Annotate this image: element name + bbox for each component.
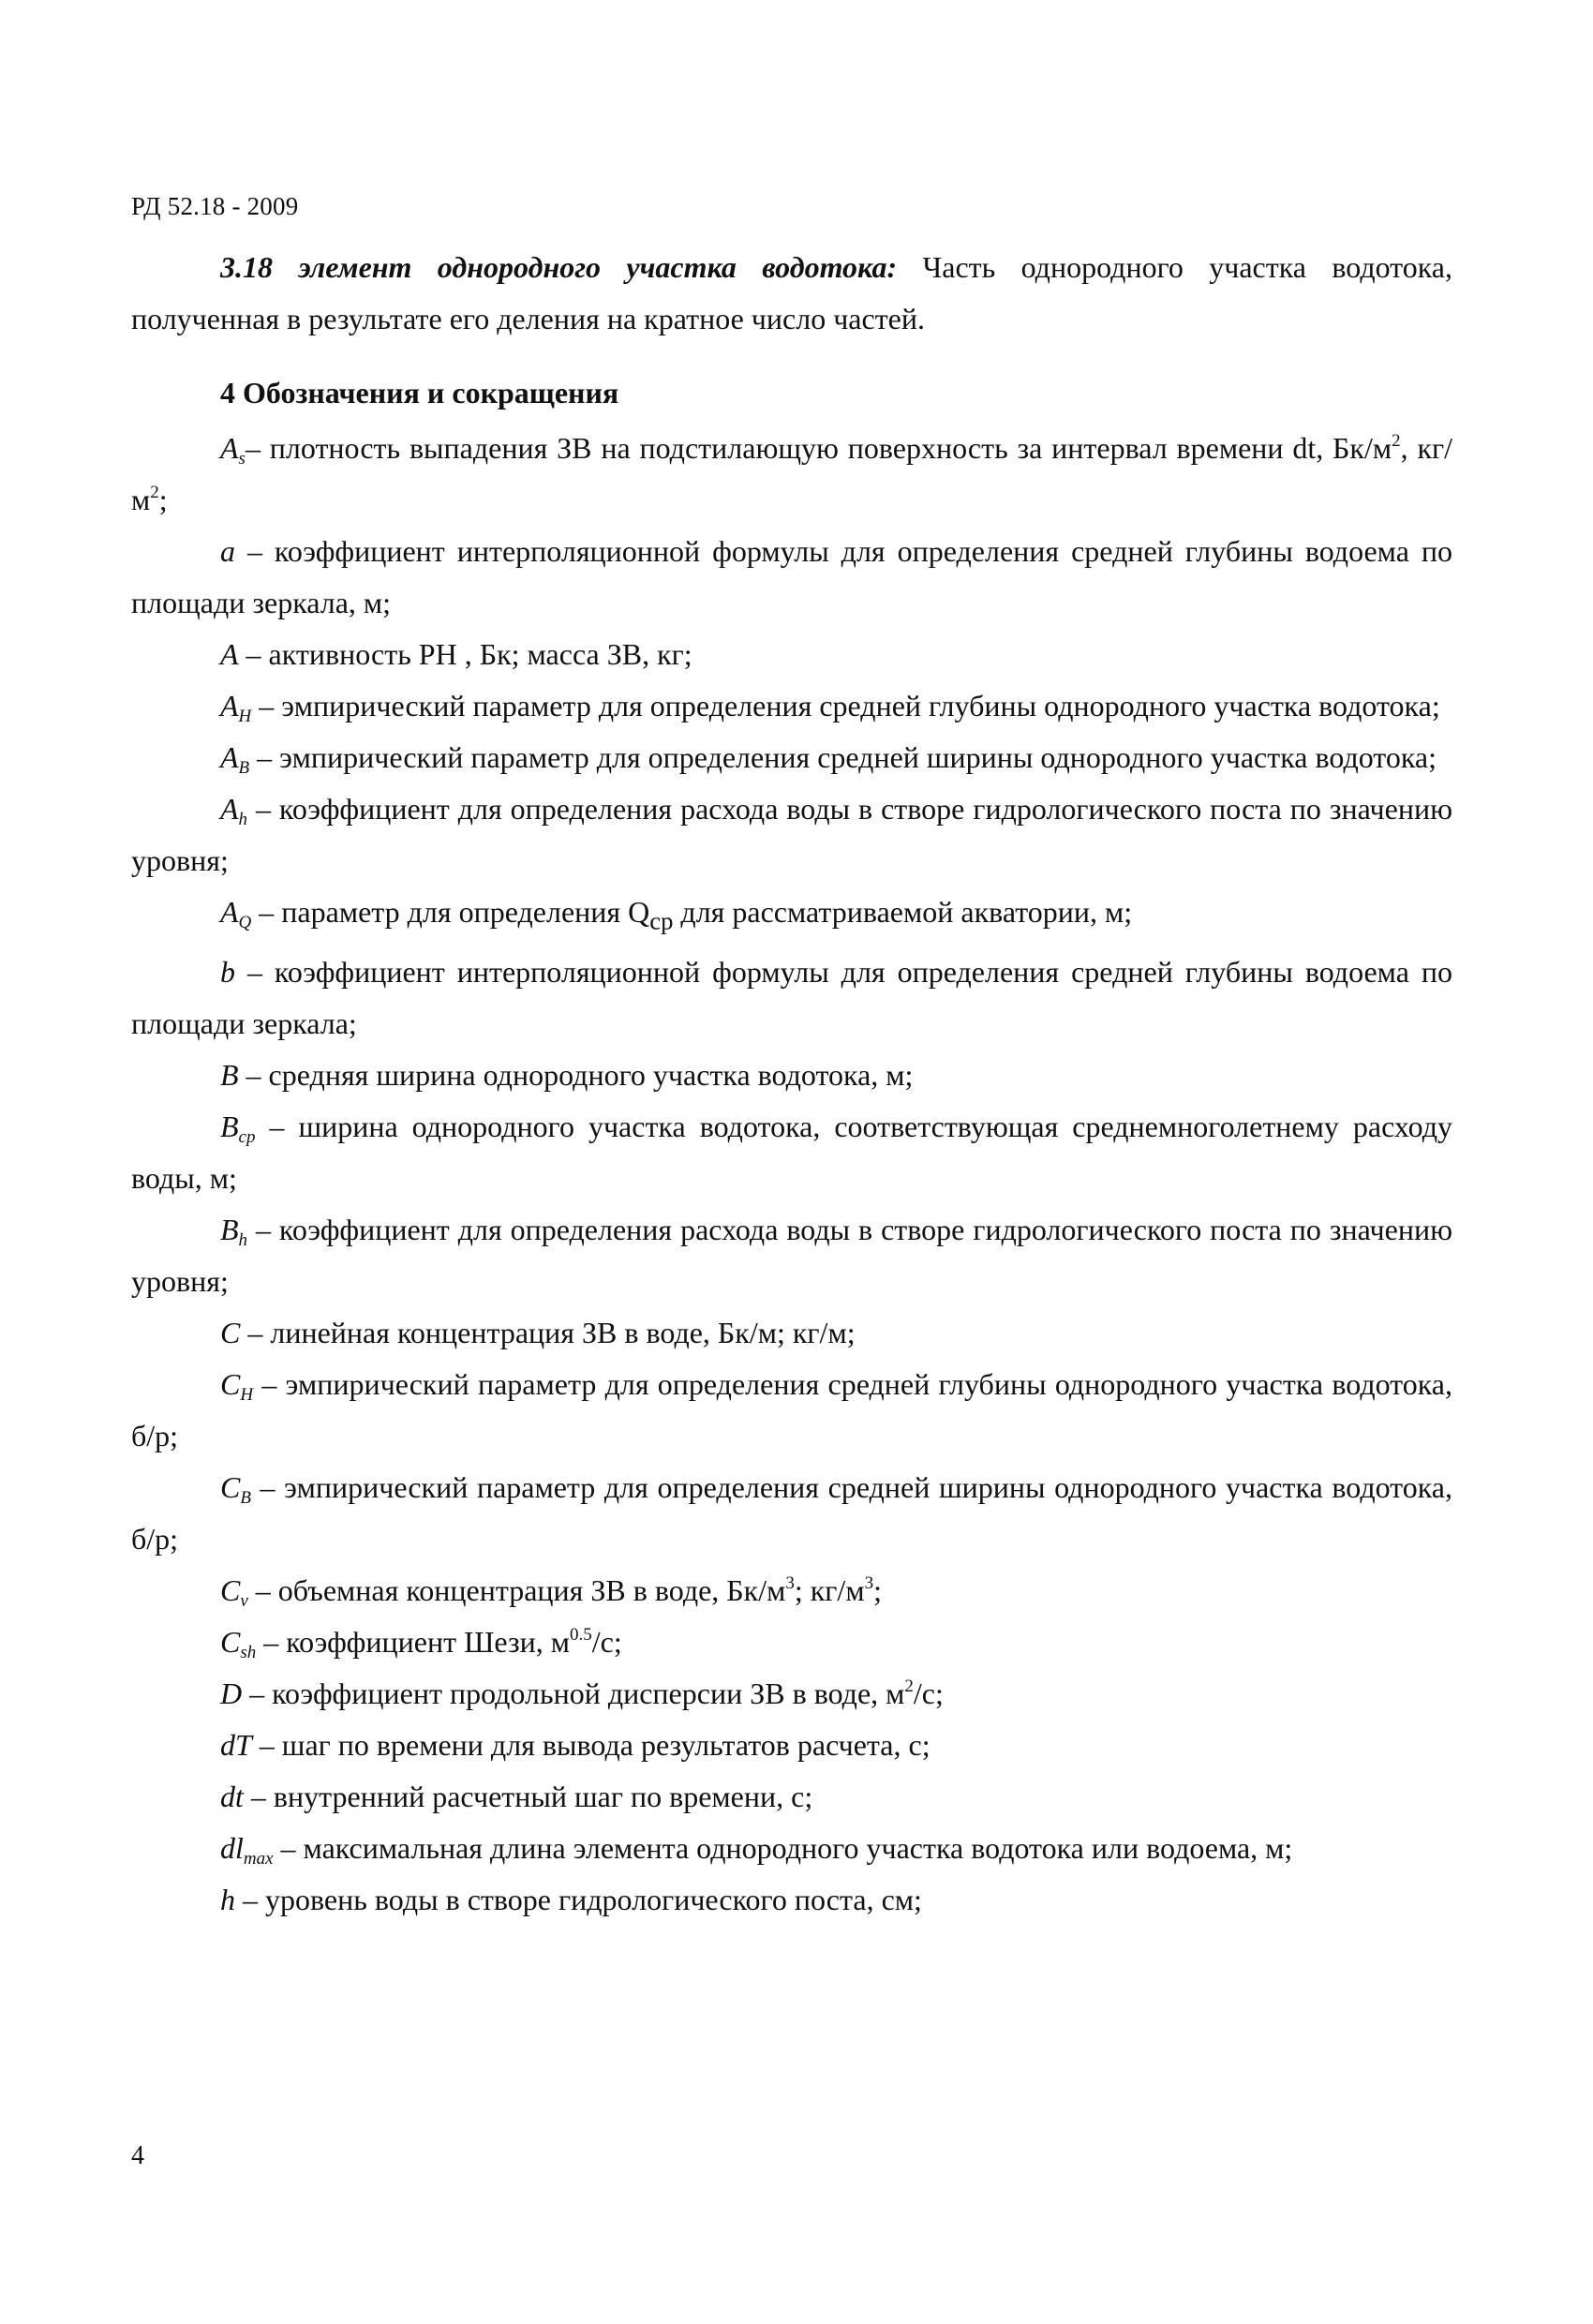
description-continuation: ; bbox=[158, 483, 168, 516]
unit-superscript: 2 bbox=[904, 1676, 914, 1697]
symbol-entry bbox=[131, 1204, 1452, 1307]
symbol bbox=[220, 1316, 240, 1349]
symbol-description: – максимальная длина элемента однородного участка водотока или водоема, м; bbox=[273, 1831, 1293, 1866]
symbol-base: A bbox=[220, 792, 239, 826]
symbol-entry bbox=[131, 1050, 1452, 1101]
symbol-entry bbox=[131, 1771, 1452, 1823]
symbol-entry bbox=[131, 1565, 1452, 1616]
symbol bbox=[220, 1831, 274, 1870]
description-subscript: ср bbox=[649, 906, 674, 935]
document-code-header: РД 52.18 - 2009 bbox=[131, 192, 299, 220]
term-text: Часть однородного участка водотока, полученная в результате его деления на кратное число частей. bbox=[131, 250, 1452, 335]
symbol-entry bbox=[131, 629, 1452, 680]
symbol-subscript: h bbox=[238, 810, 248, 829]
symbol-entry bbox=[131, 1462, 1452, 1565]
symbol-base: dt bbox=[220, 1780, 244, 1814]
section-heading: 4 Обозначения и сокращения bbox=[220, 376, 619, 410]
symbol-description: – коэффициент продольной дисперсии ЗВ в воде, м bbox=[242, 1676, 905, 1711]
symbol-subscript: H bbox=[238, 707, 252, 726]
description-continuation: ; bbox=[873, 1573, 882, 1608]
symbol-base: A bbox=[220, 637, 239, 671]
symbol bbox=[220, 1110, 256, 1148]
symbol-base: B bbox=[220, 1058, 239, 1093]
symbol-description: – шаг по времени для вывода результатов расчета, с; bbox=[251, 1728, 930, 1763]
symbol-description: – коэффициент интерполяционной формулы для определения средней глубины водоема по площади зеркала; bbox=[131, 955, 1452, 1041]
symbols-list bbox=[131, 423, 1452, 1926]
symbol bbox=[220, 1573, 248, 1612]
symbol-base: C bbox=[220, 1367, 241, 1402]
symbol-entry bbox=[131, 1874, 1452, 1926]
symbol-description: – средняя ширина однородного участка водотока, м; bbox=[238, 1058, 914, 1093]
symbol-base: B bbox=[220, 1110, 239, 1144]
symbol-description: – эмпирический параметр для определения средней глубины однородного участка водотока, б/р; bbox=[131, 1367, 1452, 1453]
symbol-entry bbox=[131, 886, 1452, 946]
symbol-description: – активность РН , Бк; масса ЗВ, кг; bbox=[238, 637, 692, 671]
symbol-base: A bbox=[220, 740, 239, 774]
symbol bbox=[220, 1676, 242, 1710]
symbol-entry bbox=[131, 1616, 1452, 1668]
symbol bbox=[220, 1058, 239, 1092]
symbol-base: dT bbox=[220, 1728, 252, 1763]
symbol-base: h bbox=[220, 1883, 235, 1917]
symbol-entry bbox=[131, 732, 1452, 783]
symbol-entry bbox=[131, 1307, 1452, 1359]
symbol bbox=[220, 1883, 235, 1916]
description-continuation: для рассматриваемой акватории, м; bbox=[673, 895, 1133, 929]
symbol-base: A bbox=[220, 689, 239, 723]
symbol-entry bbox=[131, 526, 1452, 629]
symbol-base: C bbox=[220, 1625, 241, 1660]
symbol-base: D bbox=[220, 1676, 243, 1711]
symbol bbox=[220, 637, 239, 671]
description-continuation: , кг/м bbox=[131, 431, 1453, 516]
description-continuation: ; кг/м bbox=[794, 1573, 865, 1608]
symbol bbox=[220, 1470, 251, 1509]
symbol-description: – эмпирический параметр для определения средней ширины однородного участка водотока, б/р; bbox=[131, 1470, 1452, 1557]
symbol-subscript: max bbox=[243, 1849, 274, 1870]
symbol-subscript: s bbox=[238, 449, 246, 469]
page-number: 4 bbox=[131, 2141, 144, 2170]
symbol-entry bbox=[131, 680, 1452, 732]
symbol-base: A bbox=[220, 431, 239, 465]
symbol-entry bbox=[131, 1359, 1452, 1462]
symbol-description: – объемная концентрация ЗВ в воде, Бк/м bbox=[247, 1573, 786, 1608]
symbol-subscript: B bbox=[238, 758, 250, 778]
symbol bbox=[220, 689, 252, 726]
symbol bbox=[220, 431, 246, 469]
term-definition-3-18 bbox=[131, 242, 1452, 345]
page-content bbox=[131, 242, 1452, 1926]
symbol-entry bbox=[131, 1101, 1452, 1204]
symbol-base: A bbox=[220, 895, 239, 929]
description-continuation: /с; bbox=[913, 1676, 944, 1711]
symbol-entry bbox=[131, 1823, 1452, 1874]
symbol-subscript: sh bbox=[240, 1643, 257, 1663]
symbol-entry bbox=[131, 1720, 1452, 1771]
symbol-base: C bbox=[220, 1316, 241, 1350]
symbol-description: – плотность выпадения ЗВ на подстилающую поверхность за интервал времени dt, Бк/м bbox=[245, 431, 1392, 465]
symbol-description: – коэффициент для определения расхода воды в створе гидрологического поста по значению уровня; bbox=[131, 1213, 1452, 1299]
symbol-description: – коэффициент для определения расхода воды в створе гидрологического поста по значению уровня; bbox=[131, 792, 1452, 877]
unit-superscript: 0.5 bbox=[569, 1625, 592, 1646]
unit-superscript: 3 bbox=[864, 1573, 874, 1594]
symbol bbox=[220, 1625, 257, 1663]
symbol-subscript: ср bbox=[238, 1127, 256, 1148]
symbol-description: – эмпирический параметр для определения средней ширины однородного участка водотока; bbox=[249, 740, 1437, 774]
symbol bbox=[220, 1367, 254, 1406]
symbol bbox=[220, 740, 250, 778]
symbol-base: b bbox=[220, 955, 235, 990]
symbol bbox=[220, 1213, 248, 1251]
unit-superscript: 3 bbox=[785, 1573, 795, 1594]
symbol-entry bbox=[131, 1668, 1452, 1720]
unit-superscript: 2 bbox=[150, 483, 159, 502]
description-continuation: /с; bbox=[591, 1625, 622, 1660]
symbol-base: a bbox=[220, 534, 235, 568]
symbol bbox=[220, 792, 248, 829]
symbol-description: – коэффициент интерполяционной формулы для определения средней глубины водоема по площади зеркала, м; bbox=[131, 534, 1452, 619]
symbol-description: – внутренний расчетный шаг по времени, с; bbox=[243, 1780, 813, 1814]
symbol-description: – линейная концентрация ЗВ в воде, Бк/м; кг/м; bbox=[240, 1316, 856, 1350]
symbol-subscript: v bbox=[240, 1591, 248, 1612]
symbol bbox=[220, 1728, 252, 1762]
symbol-base: C bbox=[220, 1470, 241, 1505]
symbol bbox=[220, 1780, 244, 1813]
symbol-description: – ширина однородного участка водотока, соответствующая среднемноголетнему расходу воды, м; bbox=[131, 1110, 1452, 1196]
symbol bbox=[220, 955, 235, 989]
symbol-subscript: B bbox=[240, 1488, 251, 1509]
symbol-entry bbox=[131, 946, 1452, 1050]
symbol-description: – параметр для определения Q bbox=[251, 895, 650, 929]
symbol bbox=[220, 895, 252, 932]
symbol-base: C bbox=[220, 1573, 241, 1608]
symbol-subscript: h bbox=[238, 1230, 248, 1251]
symbol-subscript: Q bbox=[238, 913, 252, 932]
symbol-base: dl bbox=[220, 1831, 244, 1866]
symbol bbox=[220, 534, 235, 568]
term-label: 3.18 элемент однородного участка водотока: bbox=[220, 250, 898, 284]
symbol-description: – уровень воды в створе гидрологического поста, см; bbox=[235, 1883, 922, 1917]
symbol-subscript: H bbox=[240, 1385, 254, 1406]
symbol-description: – коэффициент Шези, м bbox=[256, 1625, 570, 1660]
symbol-base: B bbox=[220, 1213, 239, 1247]
symbol-entry bbox=[131, 783, 1452, 886]
unit-superscript: 2 bbox=[1392, 431, 1401, 451]
symbol-entry bbox=[131, 423, 1452, 526]
symbol-description: – эмпирический параметр для определения средней глубины однородного участка водотока; bbox=[251, 689, 1440, 723]
